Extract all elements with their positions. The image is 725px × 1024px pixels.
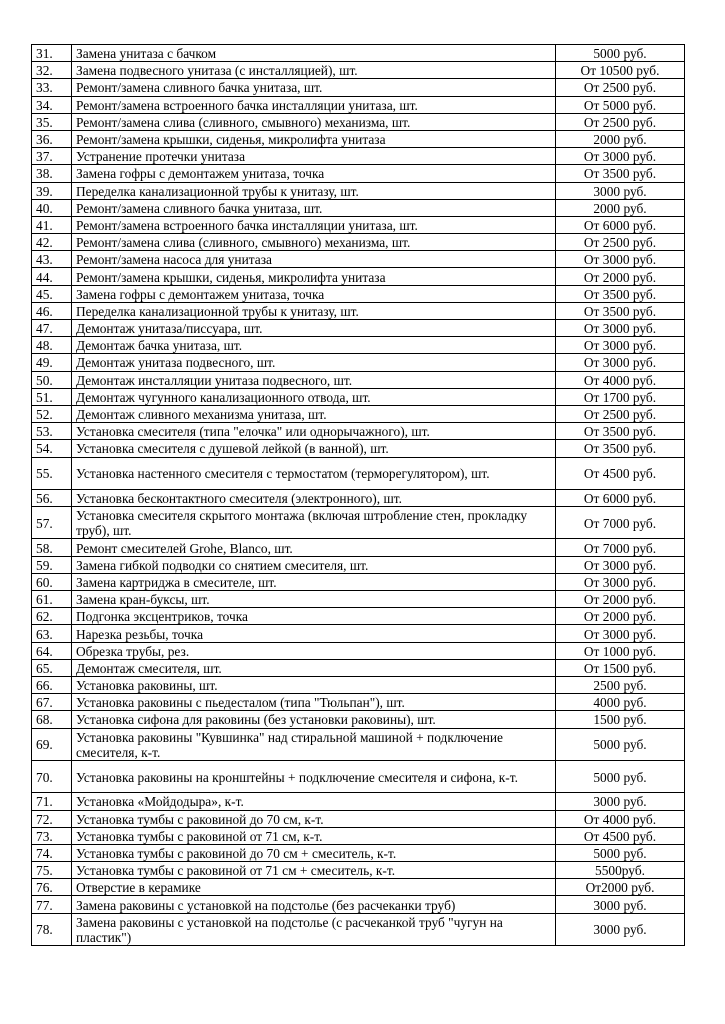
row-number: 75.: [32, 862, 72, 879]
service-price: От 4500 руб.: [556, 457, 685, 489]
service-description: Подгонка эксцентриков, точка: [72, 608, 556, 625]
row-number: 56.: [32, 489, 72, 506]
row-number: 52.: [32, 405, 72, 422]
row-number: 50.: [32, 371, 72, 388]
service-description: Ремонт/замена слива (сливного, смывного) механизма, шт.: [72, 113, 556, 130]
row-number: 70.: [32, 760, 72, 792]
row-number: 64.: [32, 642, 72, 659]
row-number: 68.: [32, 711, 72, 728]
service-price: 2000 руб.: [556, 199, 685, 216]
service-description: Установка раковины на кронштейны + подключение смесителя и сифона, к-т.: [72, 760, 556, 792]
service-description: Ремонт/замена встроенного бачка инсталляции унитаза, шт.: [72, 216, 556, 233]
service-description: Установка смесителя скрытого монтажа (включая штробление стен, прокладку труб), шт.: [72, 507, 556, 539]
service-description: Установка тумбы с раковиной от 71 см, к-т.: [72, 827, 556, 844]
row-number: 43.: [32, 251, 72, 268]
row-number: 72.: [32, 810, 72, 827]
service-description: Замена подвесного унитаза (с инсталляцией), шт.: [72, 62, 556, 79]
row-number: 73.: [32, 827, 72, 844]
table-row: [32, 793, 685, 810]
table-row: [32, 810, 685, 827]
service-description: Отверстие в керамике: [72, 879, 556, 896]
row-number: 61.: [32, 591, 72, 608]
service-price: От 2000 руб.: [556, 608, 685, 625]
service-description: Демонтаж инсталляции унитаза подвесного, шт.: [72, 371, 556, 388]
table-row: [32, 440, 685, 457]
row-number: 74.: [32, 844, 72, 861]
table-row: [32, 659, 685, 676]
service-description: Переделка канализационной трубы к унитазу, шт.: [72, 302, 556, 319]
row-number: 36.: [32, 130, 72, 147]
row-number: 49.: [32, 354, 72, 371]
row-number: 46.: [32, 302, 72, 319]
service-description: Установка сифона для раковины (без установки раковины), шт.: [72, 711, 556, 728]
service-description: Установка тумбы с раковиной до 70 см, к-т.: [72, 810, 556, 827]
service-description: Замена гофры с демонтажем унитаза, точка: [72, 165, 556, 182]
row-number: 53.: [32, 423, 72, 440]
table-row: [32, 694, 685, 711]
row-number: 51.: [32, 388, 72, 405]
service-price: 3000 руб.: [556, 896, 685, 913]
service-price: От 1700 руб.: [556, 388, 685, 405]
service-description: Переделка канализационной трубы к унитазу, шт.: [72, 182, 556, 199]
service-description: Ремонт/замена сливного бачка унитаза, шт.: [72, 79, 556, 96]
service-price: 4000 руб.: [556, 694, 685, 711]
table-row: [32, 913, 685, 945]
service-description: Ремонт смесителей Grohe, Blanco, шт.: [72, 539, 556, 556]
service-price: От 4500 руб.: [556, 827, 685, 844]
table-row: [32, 457, 685, 489]
row-number: 76.: [32, 879, 72, 896]
service-price: От 6000 руб.: [556, 489, 685, 506]
service-description: Демонтаж смесителя, шт.: [72, 659, 556, 676]
service-price: От 3500 руб.: [556, 285, 685, 302]
row-number: 39.: [32, 182, 72, 199]
row-number: 69.: [32, 728, 72, 760]
table-row: [32, 760, 685, 792]
row-number: 41.: [32, 216, 72, 233]
table-row: [32, 676, 685, 693]
table-row: [32, 862, 685, 879]
table-row: [32, 165, 685, 182]
service-description: Замена раковины с установкой на подстолье (с расчеканкой труб "чугун на пластик"): [72, 913, 556, 945]
row-number: 33.: [32, 79, 72, 96]
table-row: [32, 62, 685, 79]
table-row: [32, 96, 685, 113]
table-row: [32, 608, 685, 625]
row-number: 42.: [32, 234, 72, 251]
service-description: Демонтаж унитаза подвесного, шт.: [72, 354, 556, 371]
row-number: 54.: [32, 440, 72, 457]
service-price: От 3000 руб.: [556, 354, 685, 371]
row-number: 40.: [32, 199, 72, 216]
service-price: От 2500 руб.: [556, 234, 685, 251]
service-price: От 2500 руб.: [556, 113, 685, 130]
table-row: [32, 130, 685, 147]
row-number: 44.: [32, 268, 72, 285]
table-row: [32, 199, 685, 216]
service-description: Ремонт/замена насоса для унитаза: [72, 251, 556, 268]
service-description: Замена раковины с установкой на подстолье (без расчеканки труб): [72, 896, 556, 913]
table-row: [32, 625, 685, 642]
service-price: От 3000 руб.: [556, 251, 685, 268]
table-row: [32, 216, 685, 233]
row-number: 57.: [32, 507, 72, 539]
service-description: Демонтаж чугунного канализационного отвода, шт.: [72, 388, 556, 405]
service-description: Замена картриджа в смесителе, шт.: [72, 573, 556, 590]
service-price: 3000 руб.: [556, 182, 685, 199]
service-description: Установка раковины, шт.: [72, 676, 556, 693]
service-price: От 3000 руб.: [556, 556, 685, 573]
table-row: [32, 844, 685, 861]
service-price: 5500руб.: [556, 862, 685, 879]
service-description: Ремонт/замена сливного бачка унитаза, шт.: [72, 199, 556, 216]
service-price: 2500 руб.: [556, 676, 685, 693]
table-row: [32, 148, 685, 165]
table-row: [32, 388, 685, 405]
price-table: [31, 44, 685, 946]
service-description: Обрезка трубы, рез.: [72, 642, 556, 659]
table-row: [32, 405, 685, 422]
table-row: [32, 45, 685, 62]
service-price: 3000 руб.: [556, 913, 685, 945]
table-row: [32, 371, 685, 388]
table-row: [32, 113, 685, 130]
row-number: 32.: [32, 62, 72, 79]
table-row: [32, 573, 685, 590]
service-price: От 7000 руб.: [556, 539, 685, 556]
service-price: От 3000 руб.: [556, 337, 685, 354]
service-price: От 3000 руб.: [556, 148, 685, 165]
service-description: Ремонт/замена встроенного бачка инсталляции унитаза, шт.: [72, 96, 556, 113]
row-number: 34.: [32, 96, 72, 113]
table-row: [32, 320, 685, 337]
service-price: 5000 руб.: [556, 760, 685, 792]
service-description: Установка «Мойдодыра», к-т.: [72, 793, 556, 810]
service-price: От 3000 руб.: [556, 625, 685, 642]
table-row: [32, 591, 685, 608]
table-row: [32, 879, 685, 896]
table-row: [32, 182, 685, 199]
table-row: [32, 507, 685, 539]
service-price: От 4000 руб.: [556, 810, 685, 827]
table-row: [32, 728, 685, 760]
service-description: Замена гибкой подводки со снятием смесителя, шт.: [72, 556, 556, 573]
service-price: От 3000 руб.: [556, 573, 685, 590]
service-price: От 3000 руб.: [556, 320, 685, 337]
service-description: Замена гофры с демонтажем унитаза, точка: [72, 285, 556, 302]
service-price: 5000 руб.: [556, 844, 685, 861]
service-description: Установка раковины с пьедесталом (типа "Тюльпан"), шт.: [72, 694, 556, 711]
service-price: От 3500 руб.: [556, 165, 685, 182]
service-price: От 2500 руб.: [556, 79, 685, 96]
service-description: Установка настенного смесителя с термостатом (терморегулятором), шт.: [72, 457, 556, 489]
row-number: 67.: [32, 694, 72, 711]
row-number: 55.: [32, 457, 72, 489]
table-row: [32, 896, 685, 913]
service-description: Установка тумбы с раковиной до 70 см + смеситель, к-т.: [72, 844, 556, 861]
row-number: 63.: [32, 625, 72, 642]
row-number: 37.: [32, 148, 72, 165]
service-price: От 5000 руб.: [556, 96, 685, 113]
service-price: 3000 руб.: [556, 793, 685, 810]
service-description: Установка бесконтактного смесителя (электронного), шт.: [72, 489, 556, 506]
table-row: [32, 354, 685, 371]
row-number: 62.: [32, 608, 72, 625]
table-row: [32, 489, 685, 506]
service-price: 5000 руб.: [556, 728, 685, 760]
table-row: [32, 827, 685, 844]
service-description: Ремонт/замена слива (сливного, смывного) механизма, шт.: [72, 234, 556, 251]
service-price: От 2000 руб.: [556, 268, 685, 285]
service-price: От 1500 руб.: [556, 659, 685, 676]
row-number: 31.: [32, 45, 72, 62]
service-description: Ремонт/замена крышки, сиденья, микролифта унитаза: [72, 268, 556, 285]
service-description: Замена унитаза с бачком: [72, 45, 556, 62]
service-price: От2000 руб.: [556, 879, 685, 896]
service-description: Установка смесителя (типа "елочка" или однорычажного), шт.: [72, 423, 556, 440]
row-number: 58.: [32, 539, 72, 556]
service-description: Устранение протечки унитаза: [72, 148, 556, 165]
service-description: Установка смесителя с душевой лейкой (в ванной), шт.: [72, 440, 556, 457]
table-row: [32, 79, 685, 96]
table-row: [32, 285, 685, 302]
row-number: 71.: [32, 793, 72, 810]
service-price: От 3500 руб.: [556, 302, 685, 319]
service-price: От 4000 руб.: [556, 371, 685, 388]
row-number: 38.: [32, 165, 72, 182]
row-number: 59.: [32, 556, 72, 573]
row-number: 77.: [32, 896, 72, 913]
service-description: Установка раковины "Кувшинка" над стиральной машиной + подключение смесителя, к-т.: [72, 728, 556, 760]
row-number: 45.: [32, 285, 72, 302]
row-number: 35.: [32, 113, 72, 130]
service-description: Установка тумбы с раковиной от 71 см + смеситель, к-т.: [72, 862, 556, 879]
table-row: [32, 711, 685, 728]
service-description: Ремонт/замена крышки, сиденья, микролифта унитаза: [72, 130, 556, 147]
table-row: [32, 539, 685, 556]
table-row: [32, 337, 685, 354]
service-description: Демонтаж унитаза/писсуара, шт.: [72, 320, 556, 337]
service-price: 5000 руб.: [556, 45, 685, 62]
table-row: [32, 251, 685, 268]
service-price: От 10500 руб.: [556, 62, 685, 79]
service-description: Нарезка резьбы, точка: [72, 625, 556, 642]
row-number: 65.: [32, 659, 72, 676]
service-description: Демонтаж бачка унитаза, шт.: [72, 337, 556, 354]
table-row: [32, 234, 685, 251]
table-row: [32, 268, 685, 285]
service-price: От 2000 руб.: [556, 591, 685, 608]
row-number: 66.: [32, 676, 72, 693]
row-number: 47.: [32, 320, 72, 337]
table-row: [32, 556, 685, 573]
service-price: От 7000 руб.: [556, 507, 685, 539]
price-table-body: [32, 45, 685, 946]
service-price: От 1000 руб.: [556, 642, 685, 659]
service-price: От 3500 руб.: [556, 440, 685, 457]
service-price: От 2500 руб.: [556, 405, 685, 422]
service-price: 2000 руб.: [556, 130, 685, 147]
service-price: От 6000 руб.: [556, 216, 685, 233]
row-number: 78.: [32, 913, 72, 945]
row-number: 48.: [32, 337, 72, 354]
service-description: Демонтаж сливного механизма унитаза, шт.: [72, 405, 556, 422]
service-price: От 3500 руб.: [556, 423, 685, 440]
service-price: 1500 руб.: [556, 711, 685, 728]
row-number: 60.: [32, 573, 72, 590]
service-description: Замена кран-буксы, шт.: [72, 591, 556, 608]
table-row: [32, 423, 685, 440]
table-row: [32, 642, 685, 659]
table-row: [32, 302, 685, 319]
